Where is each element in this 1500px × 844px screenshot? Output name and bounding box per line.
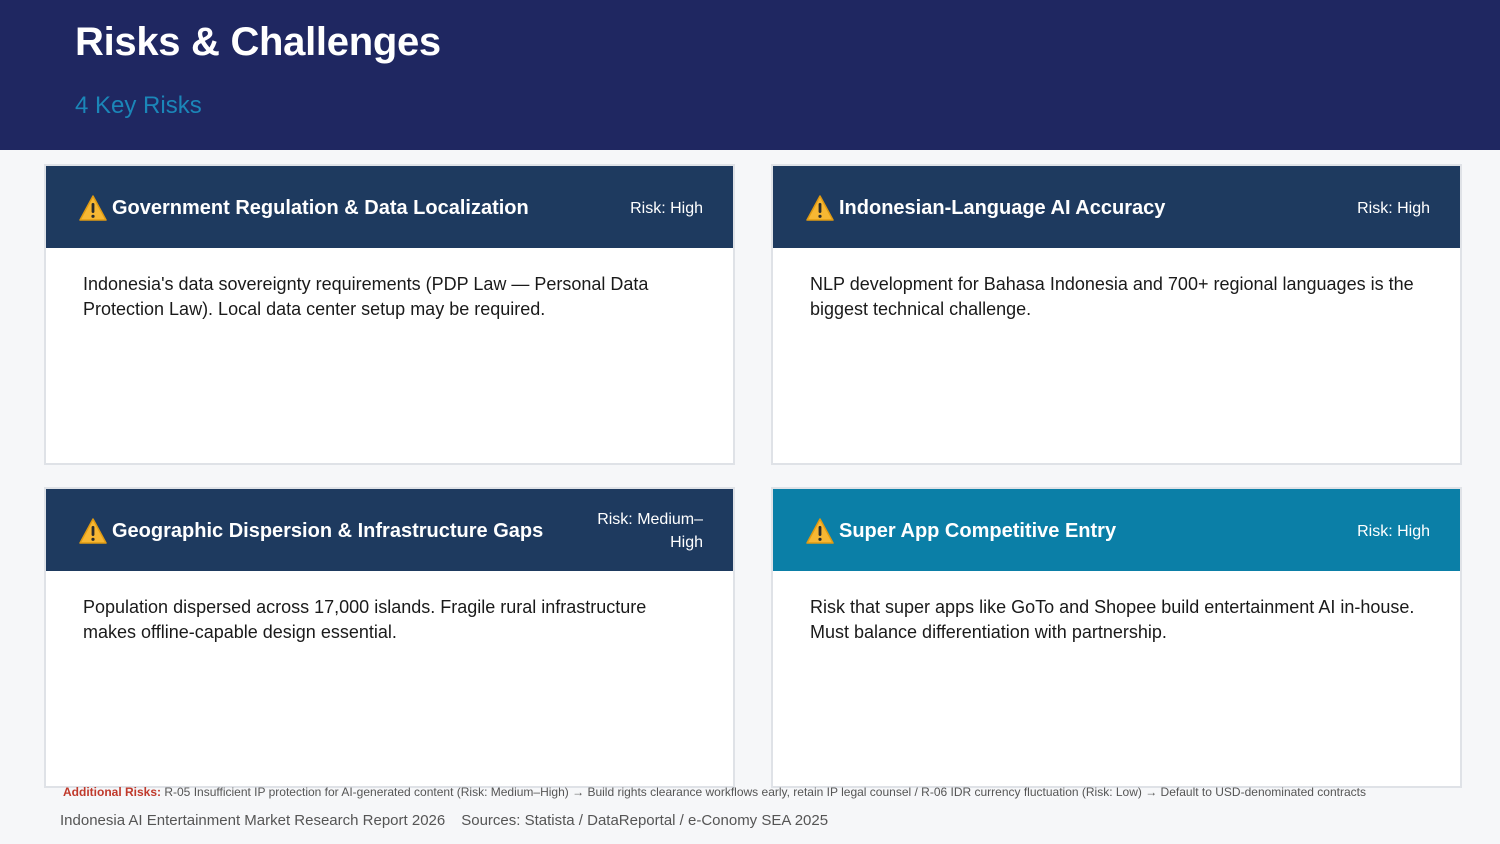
- risk-title: Geographic Dispersion & Infrastructure Gaps: [112, 520, 544, 542]
- risk-level: Risk: Medium–High: [597, 511, 703, 551]
- footer: [60, 812, 828, 829]
- warning-icon: [806, 518, 834, 544]
- risk-title: Indonesian-Language AI Accuracy: [839, 197, 1166, 219]
- header-banner: [0, 0, 1500, 150]
- risk-card-4: [771, 487, 1462, 788]
- risk-card-header: [46, 489, 733, 571]
- risk-description: Population dispersed across 17,000 islands. Fragile rural infrastructure makes offline-capable design essential.: [83, 597, 647, 642]
- additional-risks-label: Additional Risks:: [63, 785, 162, 799]
- risk-description: Indonesia's data sovereignty requirements (PDP Law — Personal Data Protection Law). Local data center setup may be required.: [83, 274, 649, 319]
- warning-icon: [79, 195, 107, 221]
- risk-card-header: [46, 166, 733, 248]
- page-title: Risks & Challenges: [75, 20, 441, 64]
- risk-title: Government Regulation & Data Localization: [112, 197, 529, 219]
- risk-title: Super App Competitive Entry: [839, 520, 1117, 542]
- risk-level: Risk: High: [1357, 200, 1430, 217]
- risk-card-3: [44, 487, 735, 788]
- risk-card-1: [44, 164, 735, 465]
- footer-report-title: Indonesia AI Entertainment Market Research Report 2026: [60, 812, 446, 829]
- page-subtitle: 4 Key Risks: [75, 92, 202, 119]
- warning-icon: [79, 518, 107, 544]
- additional-risks-note: [63, 783, 1453, 801]
- warning-icon: [806, 195, 834, 221]
- risk-level: Risk: High: [630, 200, 703, 217]
- risk-card-header: [773, 166, 1460, 248]
- footer-sources: Sources: Statista / DataReportal / e-Conomy SEA 2025: [461, 812, 829, 829]
- risk-description: NLP development for Bahasa Indonesia and 700+ regional languages is the biggest technical challenge.: [810, 274, 1414, 319]
- risk-card-2: [771, 164, 1462, 465]
- risk-card-header: [773, 489, 1460, 571]
- additional-risks-text: R-05 Insufficient IP protection for AI-generated content (Risk: Medium–High) → Build rights clearance workflows early, retain IP legal counsel / R-06 IDR currency fluctuation (Risk: Low) → Default to USD-denominated contracts: [161, 785, 1366, 799]
- risk-level: Risk: High: [1357, 523, 1430, 540]
- risk-description: Risk that super apps like GoTo and Shopee build entertainment AI in-house. Must balance differentiation with partnership.: [810, 597, 1415, 642]
